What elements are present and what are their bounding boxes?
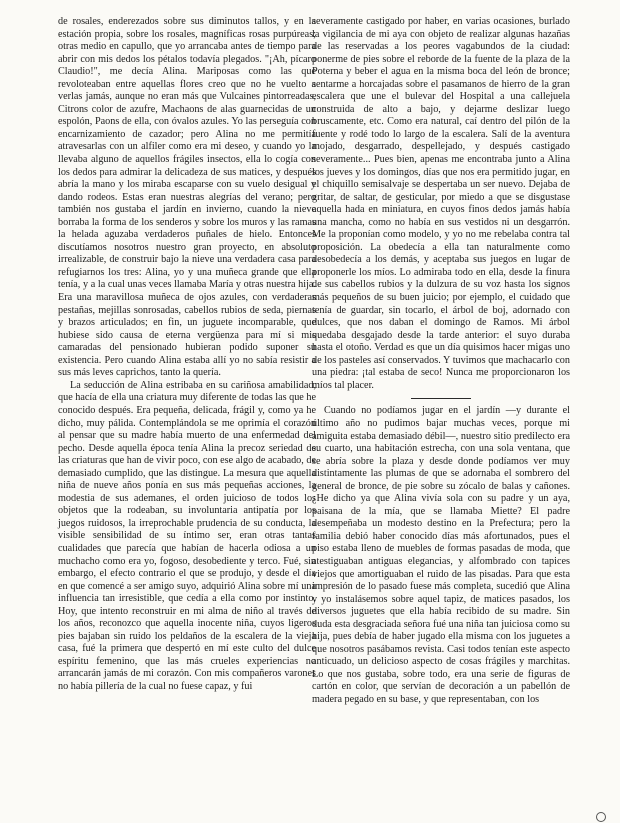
left-paragraph-1: de rosales, enderezados sobre sus diminutos tallos, y en la estación propia, sobre los rosales, magníficas rosas purpúreas; otras medio en capullo, que yo arrancaba antes de tiempo para abrir con mis dedos los pétalos todavía plegados. "¡Ah, pícaro Claudio!", me decía Alina. Mariposas como las que revoloteaban entre aquellas flores creo que no he vuelto a verlas jamás, aunque no eran más que Vulcaines pintorreadas, Citrons color de azufre, Machaons de alas guarnecidas de un espolón, Paons de ella, con óvalos azules. Yo las perseguía con encarnizamiento de cazador; pero Alina no me permitía atravesarlas con un alfiler como era mi deseo, y cuando yo la llevaba alguno de aquellos frágiles insectos, ella lo cogía con los dedos para admirar la delicadeza de sus matices, y después abría la mano y los miraba escaparse con su vuelo desigual y dando rodeos. Estas eran nuestras alegrías del verano; pero también nos gustaba el jardín en invierno, cuando la nieve borraba la forma de los senderos y sobre los muros y las ramas la helada aguzaba verdaderos puñales de hielo. Entonces discutíamos nosotros nuestro gran proyecto, en absoluto irrealizable, de construir bajo la nieve una verdadera casa para refugiarnos los tres: Alina, yo y una muñeca grande que ella tenía, y a la cual unas veces llamaba María y otras nuestra hija. Era una maravillosa muñeca de ojos azules, con verdaderas pestañas, mejillas sonrosadas, cabellos rubios de seda, piernas y brazos articulados; en fin, un juguete incomparable, que hubiese sido causa de eterna vergüenza para mí si mis camaradas del pensionado hubieran podido suponer su existencia. Pero cuando Alina estaba allí yo no sabía resistir a sus más leves caprichos, tanto la quería. [58,16,316,379]
right-paragraph-1: severamente castigado por haber, en varias ocasiones, burlado la vigilancia de mi aya con objeto de realizar algunas hazañas de las reservadas a los peores vagabundos de la ciudad: ponerme de pies sobre el reborde de la fuente de la plaza de la Poterna y beber el agua en la misma boca del león de bronce; sentarme a horcajadas sobre el pasamanos de hierro de la gran escalera que une el bulevar del Hospital a una callejuela construida de alto a bajo, y dejarme deslizar luego bruscamente, etc. Como era natural, caí dentro del pilón de la fuente y rodé todo lo largo de la escalera. Salí de la aventura mojado, desgarrado, despellejado, y después castigado severamente... Pues bien, apenas me encontraba junto a Alina los jueves y los domingos, días que nos era permitido jugar, en el chiquillo semisalvaje se despertaba un ser nuevo. Dejaba de gritar, de saltar, de gesticular, por miedo a que se disgustase aquella hada en miniatura, en cuyos finos dedos jamás había una mancha, como no había en sus vestidos ni un desgarrón. Me la proponían como modelo, y yo no me rebelaba contra tal proposición. La obedecía a ella tan naturalmente como desobedecía a los demás, y aceptaba sus juegos en lugar de proponerle los míos. Lo admiraba todo en ella, desde la finura de sus cabellos rubios y la dulzura de su voz hasta los signos más pequeños de su buen juicio; por ejemplo, el cuidado que tenía de guardar, sin tocarlo, el árbol de boj, adornado con dulces, que nos daban el domingo de Ramos. Mi árbol quedaba desgajado desde la tarde anterior: el suyo duraba hasta el otoño. Verdad es que un día quisimos hacer migas uno de los pasteles así conservados. Y tuvimos que machacarlo con una piedra: ¡tal estaba de seco! Nunca me proporcionaron los míos tal placer. [312,16,570,391]
section-divider [411,398,471,399]
left-column [58,16,316,694]
right-column [312,16,570,707]
right-paragraph-2: Cuando no podíamos jugar en el jardín —y durante el último año no pudimos bajar muchas veces, porque mi amiguita estaba demasiado débil—, nuestro sitio predilecto era su cuarto, una habitación estrecha, con una sola ventana, que se abría sobre la plaza y desde donde podíamos ver muy distintamente las plumas de que se adornaba el sombrero del general de bronce, de pie sobre su zócalo de balas y cañones. ¿He dicho ya que Alina vivía sola con su padre y un aya, paisana de la mía, que se llamaba Miette? El padre desempeñaba un modesto destino en la Prefectura; pero la familia debió haber conocido días más afortunados, pues el piso estaba lleno de muebles de formas pasadas de moda, que atestiguaban antiguas elegancias, y alfombrado con tapices viejos que amortiguaban el ruido de las pisadas. Para que esta impresión de lo pasado fuese más completa, sucedió que Alina y yo instalásemos sobre aquel tapiz, de matices pasados, los diversos juguetes que ella había recibido de su madre. Sin duda esta desgraciada señora fué una niña tan juiciosa como su hija, pues debía de haber jugado ella misma con los juguetes a que nosotros pasábamos revista. Casi todos tenían este aspecto anticuado, un delicioso aspecto de cosas frágiles y marchitas. Lo que nos gustaba, sobre todo, era una serie de figuras de cartón en color, que servían de decoración a un pabellón de madera pegado en su base, y que representaban, con los [312,405,570,705]
page-corner-mark [596,812,606,822]
left-paragraph-2: La seducción de Alina estribaba en su cariñosa amabilidad, que hacía de ella una criatura muy diferente de todas las que he conocido después. Era pequeña, delicada, frágil y, como ya he dicho, muy pálida. Contemplándola se me oprimía el corazón al pensar que su madre había muerto de una enfermedad del pecho. Desde aquella época tenía Alina la precoz seriedad de las criaturas que han de vivir poco, con ese algo de acabado, de demasiado cumplido, que las distingue. La mesura que aquella niña de nueve años ponía en sus más pequeñas acciones, la modestia de sus ademanes, el orden juicioso de todos los objetos que la rodeaban, su involuntaria antipatía por los juegos ruidosos, la irreprochable prudencia de su conducta, la visible sensibilidad de su íntimo ser, eran otras tantas cualidades que parecía que habían de hacerla odiosa a un muchacho como era yo, fogoso, desobediente y terco. Fué, sin embargo, el efecto contrario el que se produjo, y desde el día en que comencé a ser amigo suyo, adquirió Alina sobre mí una influencia tan irresistible, que cedía a ella como por instinto. Hoy, que intento reconstruir en mi alma de niño al través de los años, reconozco que aquella inocente niña, cuyos ligeros pies bajaban sin ruido los peldaños de la escalera de la vieja casa, fué la primera que despertó en mí este culto del dulce espíritu femenino, que las más crueles experiencias no arrancarán jamás de mi corazón. Con mis compañeros varones no había pillería de la cual no fuese capaz, y fui [58,379,316,692]
